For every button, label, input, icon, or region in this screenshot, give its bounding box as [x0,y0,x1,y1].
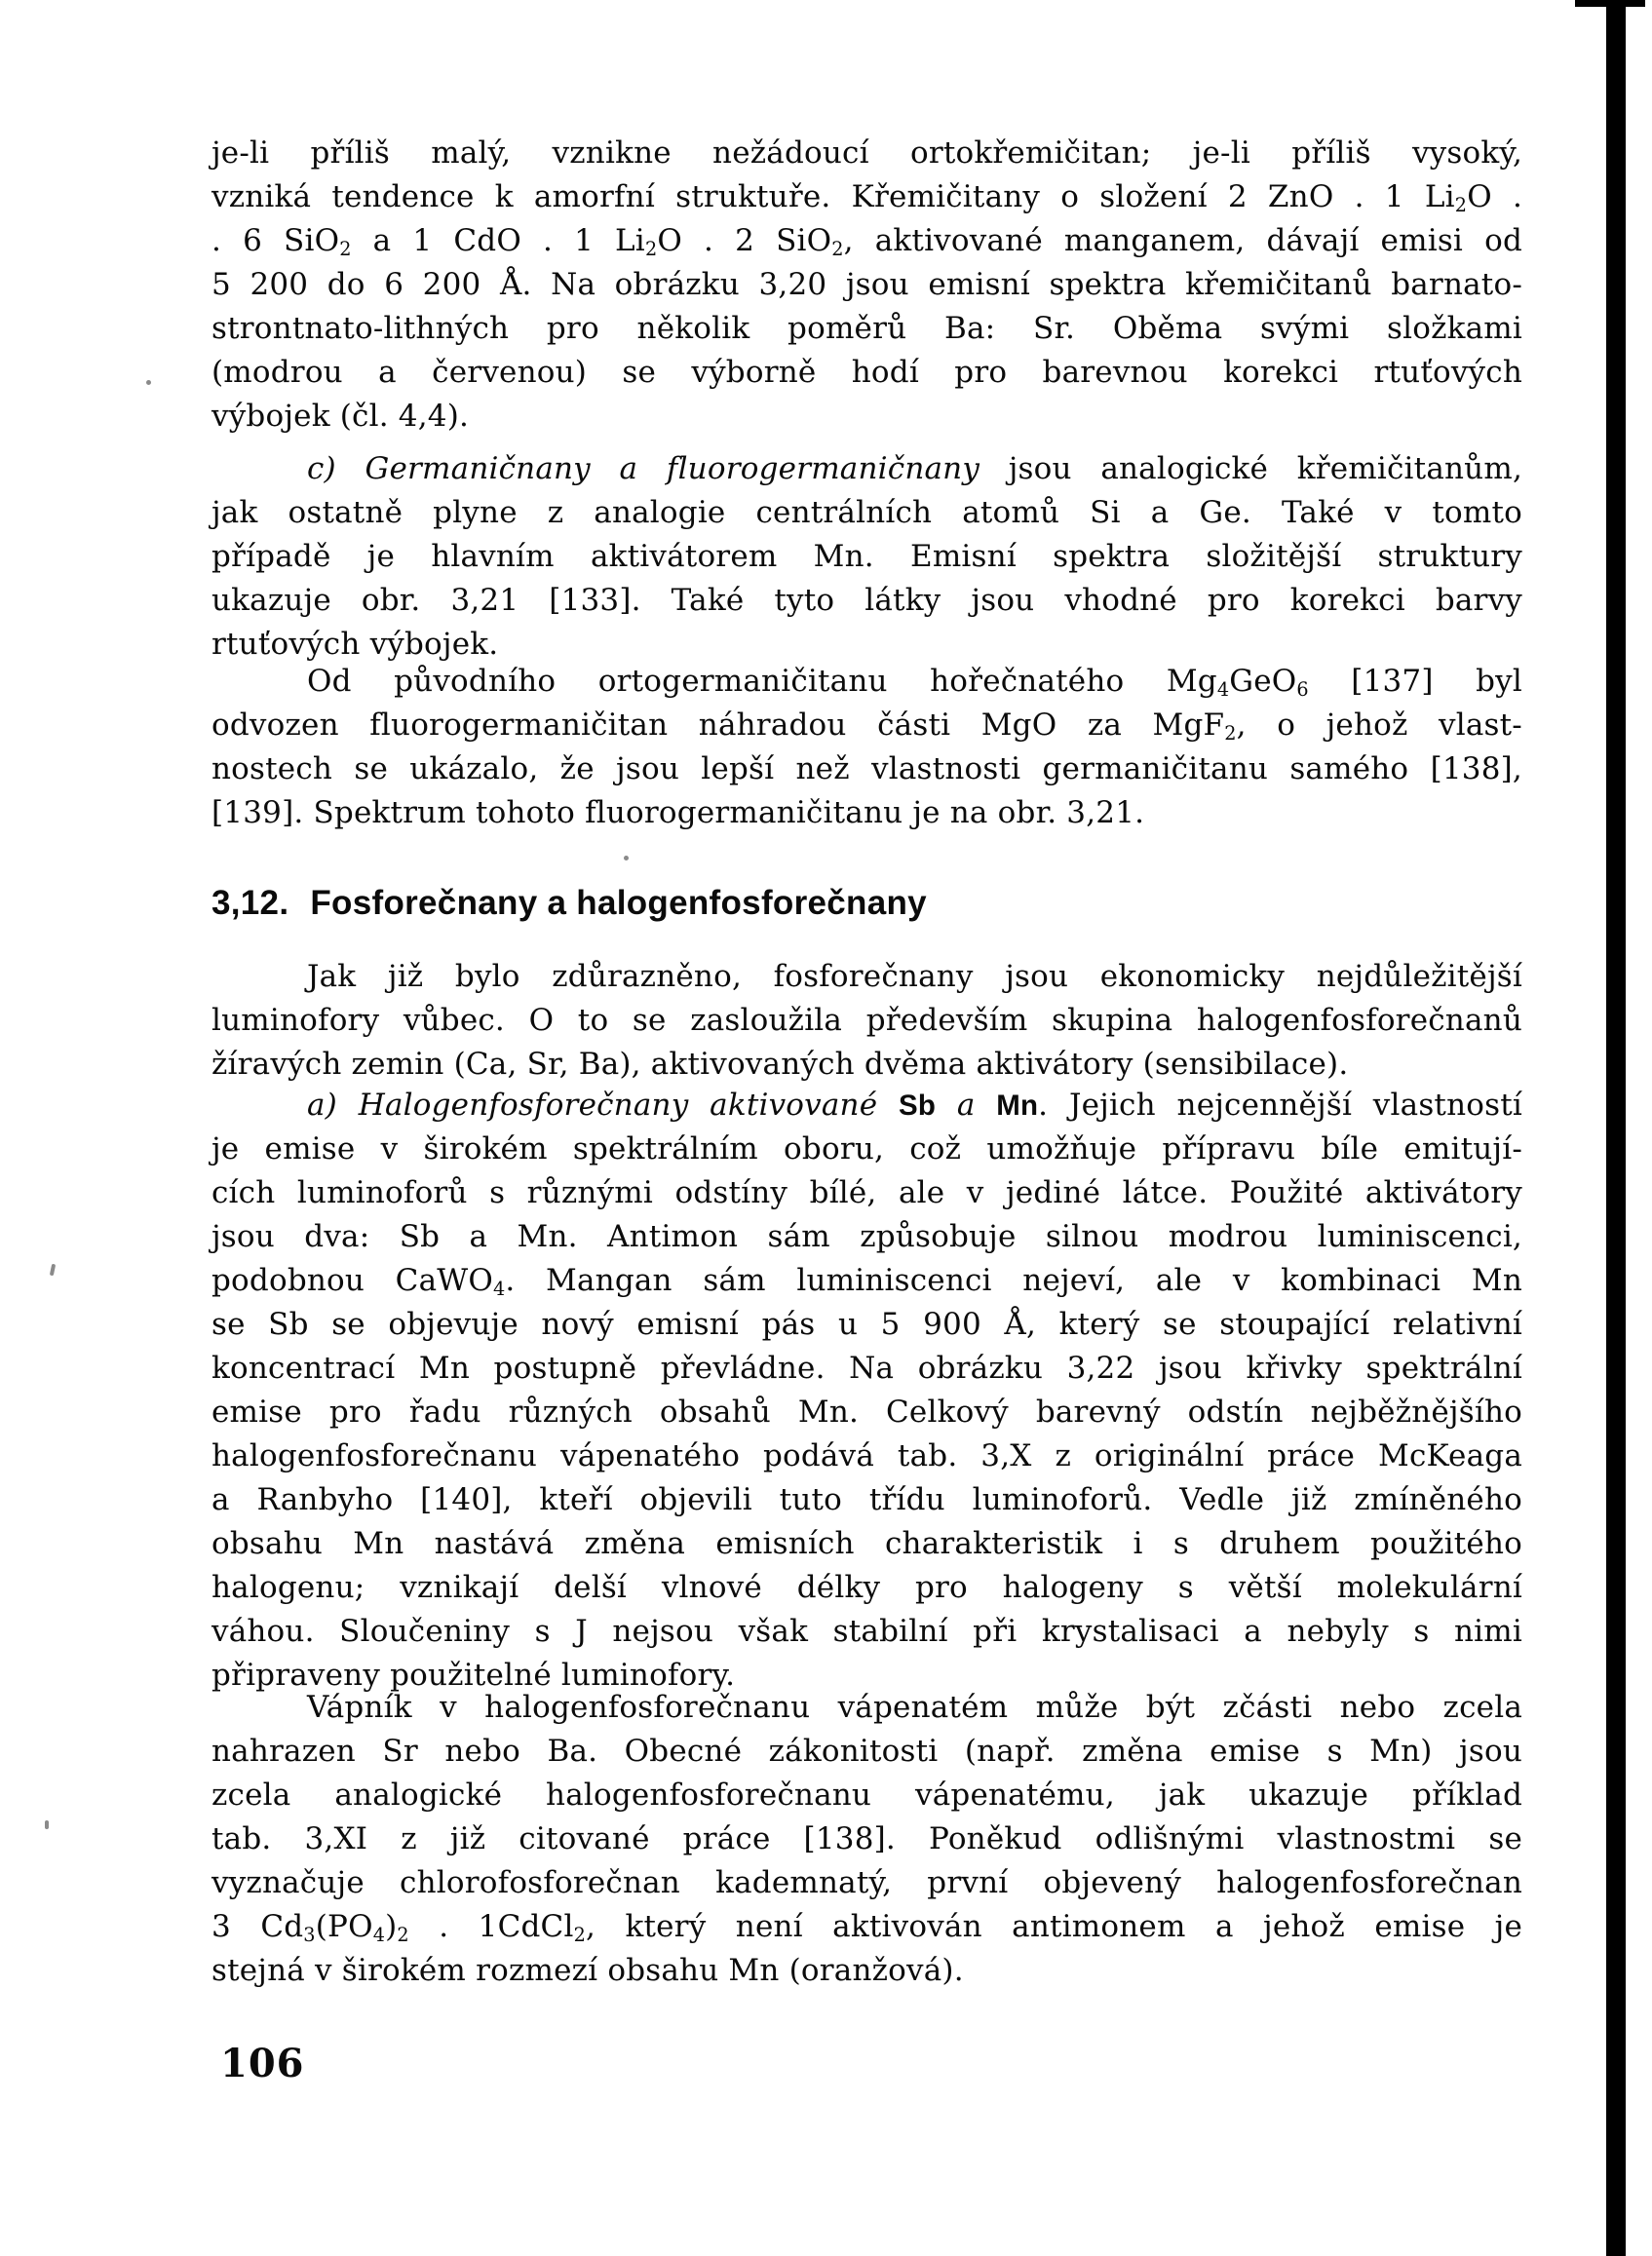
scan-speck [50,1264,56,1277]
text-line: . 6 SiO$_2$ a 1 CdO . 1 $Li_2O$ . 2 SiO$_2$, aktivované manganem, dávají emisi od [211,223,1522,261]
text-line: je emise v širokém spektrálním oboru, což umožňuje přípravu bíle emitují- [211,1131,1522,1166]
text-line: halogenu; vznikají delší vlnové délky pro halogeny s větší molekulární [211,1570,1522,1605]
text-line: rtuťových výbojek. [211,627,499,662]
text-line: ukazuje obr. 3,21 [133]. Také tyto látky jsou vhodné pro korekci barvy [211,583,1522,618]
text-line: Od původního ortogermaničitanu hořečnatého $Mg_4GeO_6$ [137] byl [307,664,1522,702]
text-line: žíravých zemin (Ca, Sr, Ba), aktivovaných dvěma aktivátory (sensibilace). [211,1047,1349,1082]
text-line: jsou dva: Sb a Mn. Antimon sám způsobuje silnou modrou luminiscenci, [211,1219,1522,1254]
scan-speck [146,380,151,385]
text-line: se Sb se objevuje nový emisní pás u 5 900 Å, který se stoupající relativní [211,1307,1522,1342]
text-line: výbojek (čl. 4,4). [211,399,470,434]
scan-artifact-bar [1606,0,1626,2256]
section-heading [211,881,1522,925]
scan-speck [45,1820,49,1829]
text-line: c) Germaničnany a fluorogermaničnany jsou analogické křemičitanům, [307,451,1522,486]
text-line: obsahu Mn nastává změna emisních charakteristik i s druhem použitého [211,1526,1522,1561]
text-line: halogenfosforečnanu vápenatého podává tab. 3,X z originální práce McKeaga [211,1438,1522,1473]
text-line: stejná v širokém rozmezí obsahu Mn (oranžová). [211,1953,964,1988]
text-line: koncentrací Mn postupně převládne. Na obrázku 3,22 jsou křivky spektrální [211,1351,1522,1386]
paragraph [211,447,1522,667]
text-line: emise pro řadu různých obsahů Mn. Celkový barevný odstín nejběžnějšího [211,1395,1522,1430]
paragraph [211,1084,1522,1698]
text-line: zcela analogické halogenfosforečnanu vápenatému, jak ukazuje příklad [211,1778,1522,1813]
paragraph [211,1686,1522,1993]
text-line: vzniká tendence k amorfní struktuře. Křemičitany o složení 2 ZnO . 1 $Li_2O$ . [211,179,1522,217]
text-line: (modrou a červenou) se výborně hodí pro barevnou korekci rtuťových [211,355,1522,390]
text-line: cích luminoforů s různými odstíny bílé, ale v jediné látce. Použité aktivátory [211,1175,1522,1210]
page-number: 106 [220,2041,305,2086]
text-line: nahrazen Sr nebo Ba. Obecné zákonitosti (např. změna emise s Mn) jsou [211,1734,1522,1769]
text-line: Vápník v halogenfosforečnanu vápenatém může být zčásti nebo zcela [307,1690,1522,1725]
text-line: tab. 3,XI z již citované práce [138]. Poněkud odlišnými vlastnostmi se [211,1821,1522,1856]
text-line: 5 200 do 6 200 Å. Na obrázku 3,20 jsou emisní spektra křemičitanů barnato- [211,267,1522,302]
text-line: podobnou CaWO$_4$. Mangan sám luminiscenci nejeví, ale v kombinaci Mn [211,1263,1522,1301]
heading-number: 3,12. [211,884,289,922]
text-line: luminofory vůbec. O to se zasloužila především skupina halogenfosforečnanů [211,1003,1522,1038]
text-line: nostech se ukázalo, že jsou lepší než vlastnosti germaničitanu samého [138], [211,751,1522,786]
text-line: váhou. Sloučeniny s J nejsou však stabilní při krystalisaci a nebyly s nimi [211,1614,1522,1649]
text-line: 3 $Cd_3(PO_4)_2$ . 1CdCl$_2$, který není aktivován antimonem a jehož emise je [211,1909,1522,1947]
text-line: a Ranbyho [140], kteří objevili tuto třídu luminoforů. Vedle již zmíněného [211,1482,1522,1517]
text-line: jak ostatně plyne z analogie centrálních atomů Si a Ge. Také v tomto [211,495,1522,530]
sans-serif-text: Sb [899,1090,937,1122]
scan-speck [624,856,629,860]
text-line: [139]. Spektrum tohoto fluorogermaničitanu je na obr. 3,21. [211,795,1145,830]
text-line: vyznačuje chlorofosforečnan kademnatý, první objevený halogenfosforečnan [211,1865,1522,1900]
scan-artifact-streak [1575,0,1645,7]
paragraph [211,132,1522,439]
paragraph [211,660,1522,835]
sans-serif-text: Mn [996,1090,1039,1122]
paragraph [211,955,1522,1087]
text-line: strontnato-lithných pro několik poměrů Ba: Sr. Oběma svými složkami [211,311,1522,346]
text-line: odvozen fluorogermaničitan náhradou části MgO za MgF$_2$, o jehož vlast- [211,707,1522,746]
text-line: Jak již bylo zdůrazněno, fosforečnany jsou ekonomicky nejdůležitější [307,959,1522,994]
heading-title: Fosforečnany a halogenfosforečnany [310,884,927,922]
text-line: a) Halogenfosforečnany aktivované Sb a Mn. Jejich nejcennější vlastností [307,1088,1522,1123]
text-line: případě je hlavním aktivátorem Mn. Emisní spektra složitější struktury [211,539,1522,574]
text-line: je-li příliš malý, vznikne nežádoucí ortokřemičitan; je-li příliš vysoký, [211,135,1522,171]
text-line: připraveny použitelné luminofory. [211,1658,736,1693]
